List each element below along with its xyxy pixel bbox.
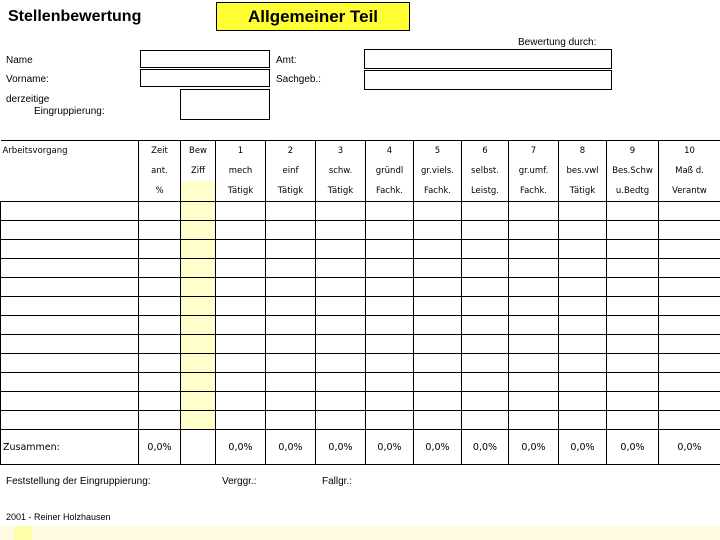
input-cell[interactable] <box>659 373 720 392</box>
sachgeb-field[interactable] <box>364 70 612 90</box>
input-cell[interactable] <box>659 240 720 259</box>
bewertung-table <box>0 140 720 465</box>
input-cell[interactable] <box>139 240 181 259</box>
input-cell[interactable] <box>366 259 414 278</box>
fallgr-label: Fallgr.: <box>322 476 353 487</box>
feststellung-label: Feststellung der Eingruppierung: <box>6 476 151 487</box>
input-cell[interactable] <box>316 354 366 373</box>
input-cell[interactable] <box>414 240 462 259</box>
input-cell[interactable] <box>181 240 216 259</box>
sum-value: 0,0% <box>414 430 462 465</box>
input-cell[interactable] <box>509 354 559 373</box>
input-cell[interactable] <box>1 259 139 278</box>
input-cell[interactable] <box>414 411 462 430</box>
header-cell: u.Bedtg <box>607 181 659 202</box>
input-cell[interactable] <box>366 373 414 392</box>
input-cell[interactable] <box>414 373 462 392</box>
table-row <box>1 354 720 373</box>
header-cell: 1 <box>216 141 266 162</box>
input-cell[interactable] <box>316 392 366 411</box>
header-cell: Tätigk <box>559 181 607 202</box>
input-cell[interactable] <box>181 221 216 240</box>
input-cell[interactable] <box>414 278 462 297</box>
header-cell: 4 <box>366 141 414 162</box>
table-row <box>1 392 720 411</box>
input-cell[interactable] <box>316 316 366 335</box>
input-cell[interactable] <box>216 297 266 316</box>
header-cell: 3 <box>316 141 366 162</box>
header-cell: 9 <box>607 141 659 162</box>
input-cell[interactable] <box>462 316 509 335</box>
header-cell: mech <box>216 161 266 181</box>
copyright-note: 2001 - Reiner Holzhausen <box>6 512 111 522</box>
input-cell[interactable] <box>659 411 720 430</box>
table-row <box>1 259 720 278</box>
arbeitsvorgang-header-cell: Arbeitsvorgang <box>1 141 139 162</box>
header-cell: selbst. <box>462 161 509 181</box>
input-cell[interactable] <box>509 392 559 411</box>
input-cell[interactable] <box>659 316 720 335</box>
input-cell[interactable] <box>1 240 139 259</box>
input-cell[interactable] <box>659 221 720 240</box>
input-cell[interactable] <box>316 259 366 278</box>
input-cell[interactable] <box>139 373 181 392</box>
input-cell[interactable] <box>462 221 509 240</box>
input-cell[interactable] <box>216 240 266 259</box>
input-cell[interactable] <box>659 354 720 373</box>
input-cell[interactable] <box>139 316 181 335</box>
input-cell[interactable] <box>607 354 659 373</box>
table-row <box>1 221 720 240</box>
input-cell[interactable] <box>607 335 659 354</box>
input-cell[interactable] <box>216 221 266 240</box>
header-cell: 5 <box>414 141 462 162</box>
bewertung-durch-label: Bewertung durch: <box>518 37 597 48</box>
header-cell: Ziff <box>181 161 216 181</box>
input-cell[interactable] <box>316 240 366 259</box>
input-cell[interactable] <box>216 411 266 430</box>
sum-label: Zusammen: <box>1 430 139 465</box>
input-cell[interactable] <box>266 297 316 316</box>
verggr-label: Verggr.: <box>222 476 257 487</box>
input-cell[interactable] <box>181 278 216 297</box>
sum-value: 0,0% <box>366 430 414 465</box>
name-label: Name <box>6 55 33 66</box>
table-row <box>1 240 720 259</box>
header-cell: einf <box>266 161 316 181</box>
input-cell[interactable] <box>266 202 316 221</box>
input-cell[interactable] <box>216 392 266 411</box>
header-cell: Leistg. <box>462 181 509 202</box>
page-title: Stellenbewertung <box>8 8 142 25</box>
header-cell: Bes.Schw <box>607 161 659 181</box>
input-cell[interactable] <box>366 202 414 221</box>
table-row <box>1 316 720 335</box>
input-cell[interactable] <box>139 259 181 278</box>
sum-value: 0,0% <box>462 430 509 465</box>
sum-row <box>1 430 720 465</box>
input-cell[interactable] <box>1 202 139 221</box>
vorname-field[interactable] <box>140 69 270 87</box>
input-cell[interactable] <box>181 297 216 316</box>
arbeitsvorgang-header-cell <box>1 181 139 202</box>
input-cell[interactable] <box>607 240 659 259</box>
header-cell: 6 <box>462 141 509 162</box>
input-cell[interactable] <box>509 335 559 354</box>
input-cell[interactable] <box>659 297 720 316</box>
header-cell: Tätigk <box>216 181 266 202</box>
header-cell: Fachk. <box>414 181 462 202</box>
input-cell[interactable] <box>462 411 509 430</box>
eingruppierung-label-2: Eingruppierung: <box>34 106 105 117</box>
input-cell[interactable] <box>659 392 720 411</box>
header-cell: bes.vwl <box>559 161 607 181</box>
header-cell: Zeit <box>139 141 181 162</box>
input-cell[interactable] <box>266 392 316 411</box>
header-cell: 2 <box>266 141 316 162</box>
header-cell: gr.viels. <box>414 161 462 181</box>
input-cell[interactable] <box>607 316 659 335</box>
input-cell[interactable] <box>266 354 316 373</box>
input-cell[interactable] <box>266 335 316 354</box>
input-cell[interactable] <box>316 411 366 430</box>
input-cell[interactable] <box>266 259 316 278</box>
input-cell[interactable] <box>139 354 181 373</box>
input-cell[interactable] <box>462 335 509 354</box>
input-cell[interactable] <box>414 335 462 354</box>
input-cell[interactable] <box>139 297 181 316</box>
eingruppierung-field[interactable] <box>180 89 270 120</box>
header-cell: 10 <box>659 141 720 162</box>
input-cell[interactable] <box>316 202 366 221</box>
input-cell[interactable] <box>659 335 720 354</box>
input-cell[interactable] <box>1 278 139 297</box>
input-cell[interactable] <box>139 202 181 221</box>
input-cell[interactable] <box>216 202 266 221</box>
vorname-label: Vorname: <box>6 74 49 85</box>
input-cell[interactable] <box>509 411 559 430</box>
header-cell: Verantw <box>659 181 720 202</box>
header-cell: schw. <box>316 161 366 181</box>
input-cell[interactable] <box>559 278 607 297</box>
input-cell[interactable] <box>1 373 139 392</box>
header-cell: Fachk. <box>509 181 559 202</box>
input-cell[interactable] <box>414 297 462 316</box>
input-cell[interactable] <box>607 202 659 221</box>
input-cell[interactable] <box>1 297 139 316</box>
input-cell[interactable] <box>509 316 559 335</box>
amt-field[interactable] <box>364 49 612 69</box>
input-cell[interactable] <box>139 278 181 297</box>
bottom-strip-accent <box>14 526 32 540</box>
input-cell[interactable] <box>559 297 607 316</box>
input-cell[interactable] <box>559 373 607 392</box>
sum-value: 0,0% <box>216 430 266 465</box>
input-cell[interactable] <box>559 240 607 259</box>
input-cell[interactable] <box>607 278 659 297</box>
header-cell: gr.umf. <box>509 161 559 181</box>
input-cell[interactable] <box>216 335 266 354</box>
input-cell[interactable] <box>659 259 720 278</box>
header-cell: 8 <box>559 141 607 162</box>
input-cell[interactable] <box>266 278 316 297</box>
input-cell[interactable] <box>462 392 509 411</box>
header-cell: gründl <box>366 161 414 181</box>
input-cell[interactable] <box>216 373 266 392</box>
input-cell[interactable] <box>316 278 366 297</box>
input-cell[interactable] <box>139 221 181 240</box>
input-cell[interactable] <box>414 202 462 221</box>
input-cell[interactable] <box>181 202 216 221</box>
input-cell[interactable] <box>216 316 266 335</box>
input-cell[interactable] <box>462 354 509 373</box>
amt-label: Amt: <box>276 55 297 66</box>
header-cell: 7 <box>509 141 559 162</box>
sum-value: 0,0% <box>659 430 720 465</box>
input-cell[interactable] <box>266 373 316 392</box>
input-cell[interactable] <box>414 354 462 373</box>
input-cell[interactable] <box>366 297 414 316</box>
input-cell[interactable] <box>509 278 559 297</box>
input-cell[interactable] <box>1 316 139 335</box>
arbeitsvorgang-header-cell <box>1 161 139 181</box>
header-cell: Tätigk <box>316 181 366 202</box>
input-cell[interactable] <box>139 335 181 354</box>
input-cell[interactable] <box>216 278 266 297</box>
input-cell[interactable] <box>607 297 659 316</box>
input-cell[interactable] <box>414 316 462 335</box>
input-cell[interactable] <box>266 411 316 430</box>
input-cell[interactable] <box>509 202 559 221</box>
input-cell[interactable] <box>366 335 414 354</box>
input-cell[interactable] <box>509 297 559 316</box>
input-cell[interactable] <box>366 240 414 259</box>
table-row <box>1 202 720 221</box>
input-cell[interactable] <box>659 278 720 297</box>
sum-value: 0,0% <box>316 430 366 465</box>
input-cell[interactable] <box>462 278 509 297</box>
sum-value <box>181 430 216 465</box>
input-cell[interactable] <box>366 278 414 297</box>
table-row <box>1 278 720 297</box>
input-cell[interactable] <box>266 240 316 259</box>
input-cell[interactable] <box>607 221 659 240</box>
input-cell[interactable] <box>139 411 181 430</box>
header-cell: Fachk. <box>366 181 414 202</box>
input-cell[interactable] <box>462 240 509 259</box>
input-cell[interactable] <box>462 373 509 392</box>
input-cell[interactable] <box>414 392 462 411</box>
input-cell[interactable] <box>607 392 659 411</box>
input-cell[interactable] <box>139 392 181 411</box>
input-cell[interactable] <box>366 354 414 373</box>
input-cell[interactable] <box>462 259 509 278</box>
input-cell[interactable] <box>414 259 462 278</box>
name-field[interactable] <box>140 50 270 68</box>
input-cell[interactable] <box>559 316 607 335</box>
input-cell[interactable] <box>316 297 366 316</box>
input-cell[interactable] <box>181 316 216 335</box>
input-cell[interactable] <box>659 202 720 221</box>
sum-value: 0,0% <box>509 430 559 465</box>
input-cell[interactable] <box>181 373 216 392</box>
sum-value: 0,0% <box>559 430 607 465</box>
input-cell[interactable] <box>509 259 559 278</box>
input-cell[interactable] <box>266 221 316 240</box>
input-cell[interactable] <box>316 373 366 392</box>
input-cell[interactable] <box>559 392 607 411</box>
table-row <box>1 335 720 354</box>
section-title-box: Allgemeiner Teil <box>216 2 410 31</box>
input-cell[interactable] <box>559 221 607 240</box>
input-cell[interactable] <box>1 411 139 430</box>
input-cell[interactable] <box>181 259 216 278</box>
header-cell: Maß d. <box>659 161 720 181</box>
input-cell[interactable] <box>607 373 659 392</box>
table-row <box>1 373 720 392</box>
input-cell[interactable] <box>559 335 607 354</box>
input-cell[interactable] <box>607 259 659 278</box>
input-cell[interactable] <box>559 354 607 373</box>
input-cell[interactable] <box>509 221 559 240</box>
sum-value: 0,0% <box>139 430 181 465</box>
input-cell[interactable] <box>316 335 366 354</box>
header-cell: Bew <box>181 141 216 162</box>
input-cell[interactable] <box>216 354 266 373</box>
input-cell[interactable] <box>607 411 659 430</box>
input-cell[interactable] <box>366 316 414 335</box>
input-cell[interactable] <box>181 392 216 411</box>
input-cell[interactable] <box>559 411 607 430</box>
sum-value: 0,0% <box>607 430 659 465</box>
input-cell[interactable] <box>1 335 139 354</box>
input-cell[interactable] <box>216 259 266 278</box>
header-cell <box>181 181 216 202</box>
input-cell[interactable] <box>181 335 216 354</box>
input-cell[interactable] <box>509 240 559 259</box>
table-row <box>1 411 720 430</box>
table-row <box>1 297 720 316</box>
input-cell[interactable] <box>366 392 414 411</box>
input-cell[interactable] <box>181 354 216 373</box>
header-cell: ant. <box>139 161 181 181</box>
header-cell: Tätigk <box>266 181 316 202</box>
input-cell[interactable] <box>266 316 316 335</box>
input-cell[interactable] <box>366 221 414 240</box>
input-cell[interactable] <box>181 411 216 430</box>
input-cell[interactable] <box>366 411 414 430</box>
input-cell[interactable] <box>1 354 139 373</box>
input-cell[interactable] <box>462 297 509 316</box>
input-cell[interactable] <box>414 221 462 240</box>
input-cell[interactable] <box>1 221 139 240</box>
input-cell[interactable] <box>559 259 607 278</box>
input-cell[interactable] <box>559 202 607 221</box>
input-cell[interactable] <box>462 202 509 221</box>
header-cell: % <box>139 181 181 202</box>
eingruppierung-label-1: derzeitige <box>6 94 50 105</box>
input-cell[interactable] <box>509 373 559 392</box>
sum-value: 0,0% <box>266 430 316 465</box>
bottom-strip <box>0 526 720 540</box>
input-cell[interactable] <box>1 392 139 411</box>
input-cell[interactable] <box>316 221 366 240</box>
sachgeb-label: Sachgeb.: <box>276 74 322 85</box>
